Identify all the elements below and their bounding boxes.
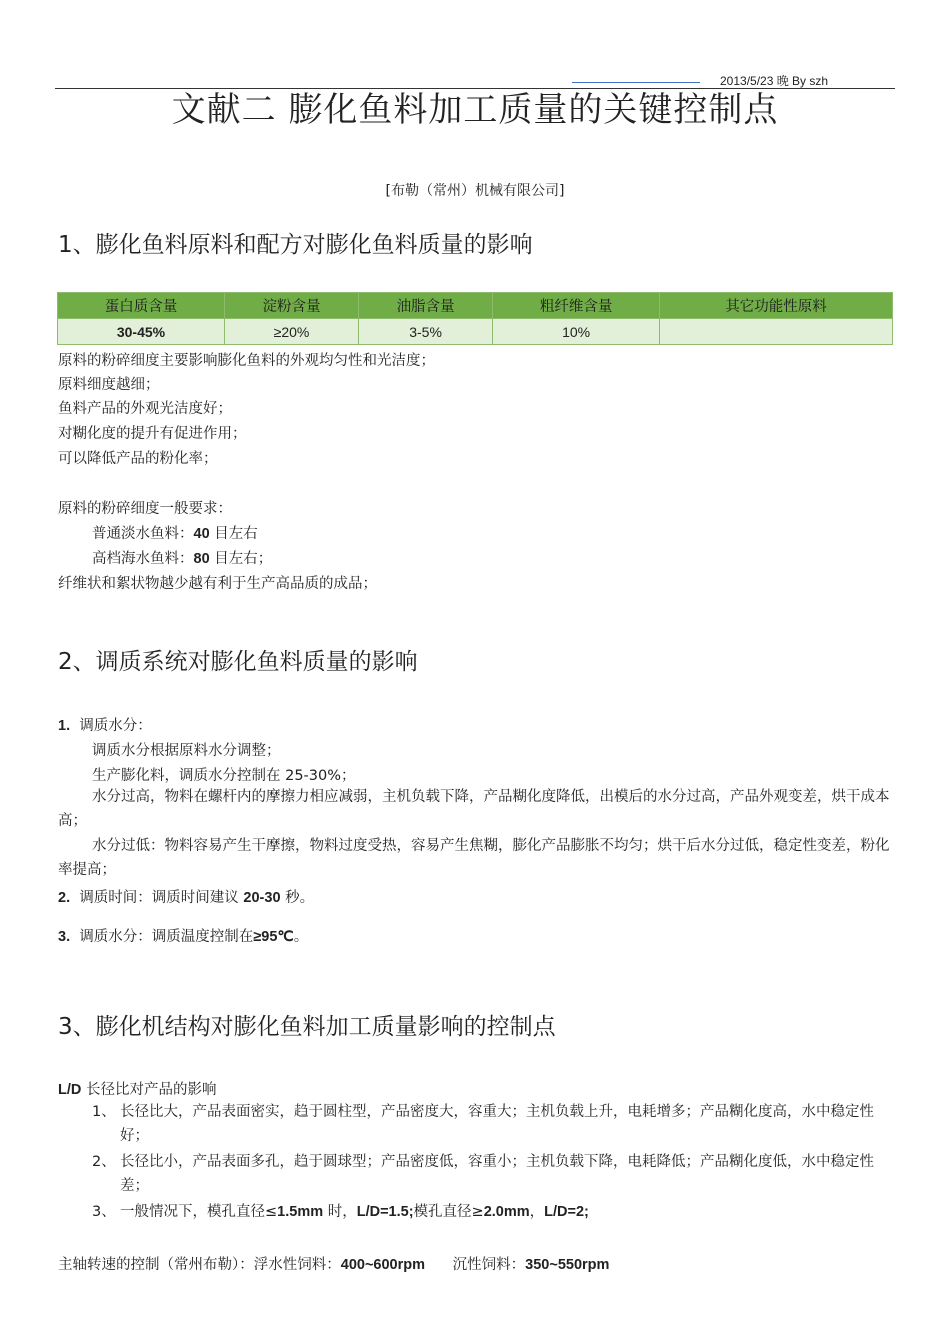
- table-cell: 30-45%: [58, 319, 225, 345]
- table-header-cell: 蛋白质含量: [58, 293, 225, 319]
- list-item: [92, 1150, 894, 1198]
- item-number: 2.: [58, 890, 71, 906]
- composition-table: [57, 292, 893, 345]
- conditioning-item-2: [58, 886, 314, 907]
- item-text: 调质水分：调质温度控制在: [79, 929, 254, 945]
- table-header-cell: 油脂含量: [359, 293, 493, 319]
- ld-value: L/D=2;: [544, 1204, 589, 1220]
- company-name: [布勒（常州）机械有限公司]: [385, 183, 565, 199]
- table-header-cell: 淀粉含量: [225, 293, 359, 319]
- req-label: 普通淡水鱼料：: [92, 526, 194, 542]
- list-item-number: 1、: [92, 1104, 116, 1120]
- req-value: 40: [193, 526, 210, 542]
- table-header-cell: 其它功能性原料: [660, 293, 893, 319]
- req-value: 80: [193, 551, 210, 567]
- list-item: [92, 1200, 894, 1224]
- list-item-number: 2、: [92, 1154, 116, 1170]
- table-row: [58, 319, 893, 345]
- table-cell: [660, 319, 893, 345]
- list-item-text: 长径比大，产品表面密实，趋于圆柱型，产品密度大，容重大；主机负载上升，电耗增多；产品糊化度高，水中稳定性好；: [120, 1104, 874, 1144]
- body-line: 生产膨化料，调质水分控制在 25-30%；: [92, 768, 356, 784]
- moisture-high-paragraph: 水分过高，物料在螺杆内的摩擦力相应减弱，主机负载下降，产品糊化度降低，出模后的水分过高，产品外观变差，烘干成本高；: [58, 789, 890, 829]
- speed-label: 主轴转速的控制（常州布勒）：浮水性饲料：: [58, 1257, 341, 1273]
- table-header-row: [58, 293, 893, 319]
- die-text: ，: [529, 1204, 545, 1220]
- section-3-heading: 3、膨化机结构对膨化鱼料加工质量影响的控制点: [58, 1014, 556, 1040]
- table-cell: ≥20%: [225, 319, 359, 345]
- spindle-speed-line: [58, 1253, 609, 1274]
- die-text: 时，: [323, 1204, 357, 1220]
- req-unit: 目左右；: [209, 551, 273, 567]
- item-text: 调质时间：调质时间建议: [79, 890, 244, 906]
- item-value: 20-30: [243, 890, 281, 906]
- body-line: 鱼料产品的外观光洁度好；: [58, 401, 232, 417]
- fineness-requirement-freshwater: [92, 522, 258, 543]
- body-line: 调质水分根据原料水分调整；: [92, 743, 281, 759]
- ld-label: L/D: [58, 1082, 82, 1098]
- die-text: 模孔直径≥: [413, 1204, 484, 1220]
- list-item-text: 长径比小，产品表面多孔，趋于圆球型；产品密度低，容重小；主机负载下降，电耗降低；产品糊化度低，水中稳定性差；: [120, 1154, 874, 1194]
- item-number: 3.: [58, 929, 71, 945]
- body-line: 对糊化度的提升有促进作用；: [58, 426, 247, 442]
- speed-value: 400~600rpm: [340, 1257, 425, 1273]
- section-1-heading: 1、膨化鱼料原料和配方对膨化鱼料质量的影响: [58, 232, 533, 258]
- die-text: 一般情况下，模孔直径≤: [120, 1204, 278, 1220]
- speed-value: 350~550rpm: [525, 1257, 610, 1273]
- item-value: ≥95℃: [253, 929, 294, 945]
- req-unit: 目左右: [209, 526, 258, 542]
- section-2-heading: 2、调质系统对膨化鱼料质量的影响: [58, 649, 418, 675]
- fineness-requirement-seawater: [92, 547, 272, 568]
- ld-value: L/D=1.5;: [356, 1204, 414, 1220]
- ld-title-text: 长径比对产品的影响: [81, 1082, 217, 1098]
- document-title: 文献二 膨化鱼料加工质量的关键控制点: [171, 90, 779, 130]
- body-line: 原料的粉碎细度主要影响膨化鱼料的外观均匀性和光洁度；: [58, 353, 435, 369]
- moisture-low-paragraph: 水分过低：物料容易产生干摩擦，物料过度受热，容易产生焦糊，膨化产品膨胀不均匀；烘干后水分过低，稳定性变差，粉化率提高；: [58, 838, 890, 878]
- die-value: 1.5mm: [277, 1204, 324, 1220]
- speed-label: 沉性饲料：: [452, 1257, 526, 1273]
- body-line: 可以降低产品的粉化率；: [58, 451, 218, 467]
- table-cell: 3-5%: [359, 319, 493, 345]
- conditioning-item-1: [58, 714, 152, 735]
- item-unit: 秒。: [280, 890, 315, 906]
- item-number: 1.: [58, 718, 71, 734]
- fiber-note: 纤维状和絮状物越少越有利于生产高品质的成品；: [58, 576, 377, 592]
- list-item-number: 3、: [92, 1204, 116, 1220]
- req-label: 高档海水鱼料：: [92, 551, 194, 567]
- item-label: 调质水分：: [79, 718, 152, 734]
- header-date: 2013/5/23 晚 By szh: [720, 74, 829, 88]
- table-cell: 10%: [493, 319, 660, 345]
- fineness-requirement-title: 原料的粉碎细度一般要求：: [58, 501, 232, 517]
- ld-ratio-title: [58, 1078, 216, 1099]
- die-value: 2.0mm: [483, 1204, 530, 1220]
- item-unit: 。: [293, 929, 309, 945]
- table-header-cell: 粗纤维含量: [493, 293, 660, 319]
- list-item-text: [92, 1200, 894, 1224]
- body-line: 原料细度越细；: [58, 377, 160, 393]
- list-item: [92, 1100, 894, 1148]
- conditioning-item-3: [58, 925, 308, 946]
